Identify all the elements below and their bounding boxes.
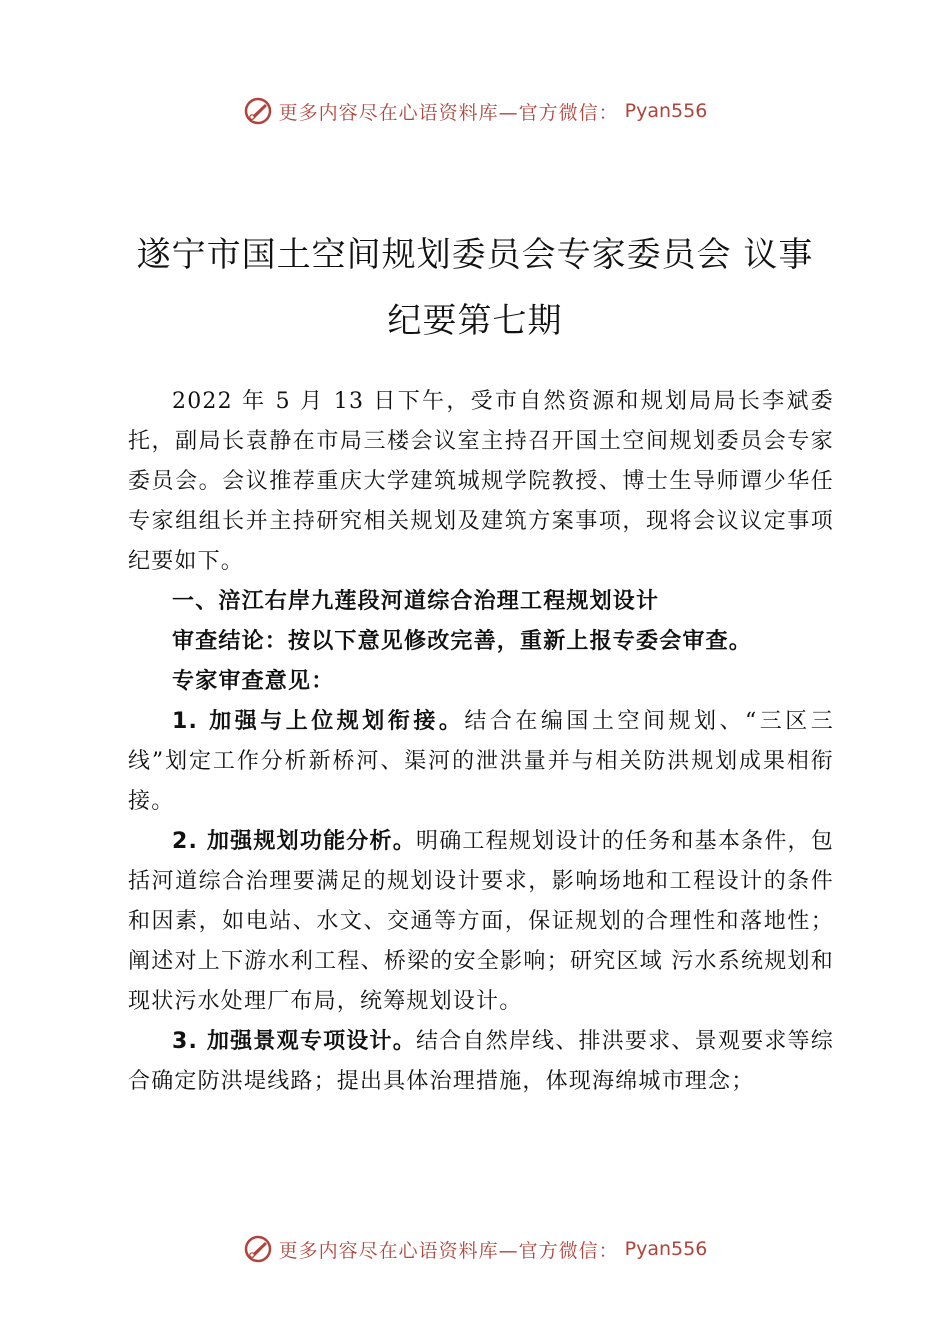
watermark-wechat-id: Pyan556 [624,100,708,122]
opinion-item-1-lead: 1. 加强与上位规划衔接。 [172,709,465,734]
title-line-2: 纪要第七期 [387,301,563,341]
watermark-wechat-id: Pyan556 [624,1238,708,1260]
opinion-item-1-text: 结合在编国土空间规划、“三区三线”划定工作分析新桥河、渠河的泄洪量并与相关防洪规划成果相衔接。 [128,709,834,814]
quill-seal-icon [243,1234,273,1264]
review-conclusion: 审查结论：按以下意见修改完善，重新上报专委会审查。 [172,629,753,654]
document-title [110,222,840,354]
opinion-item-2 [128,822,834,1022]
opinion-item-2-lead: 2. 加强规划功能分析。 [172,829,416,854]
document-body [128,382,834,1102]
section-1-heading: 一、涪江右岸九莲段河道综合治理工程规划设计 [172,589,660,614]
opinion-item-1 [128,702,834,822]
title-line-1: 遂宁市国土空间规划委员会专家委员会 议事 [136,235,814,275]
watermark-text: 更多内容尽在心语资料库—官方微信： [278,1239,619,1262]
watermark-header [0,96,950,126]
quill-seal-icon [243,96,273,126]
intro-paragraph: 2022 年 5 月 13 日下午，受市自然资源和规划局局长李斌委托，副局长袁静在市局三楼会议室主持召开国土空间规划委员会专家委员会。会议推荐重庆大学建筑城规学院教授、博士生导师谭少华任专家组组长并主持研究相关规划及建筑方案事项，现将会议议定事项纪要如下。 [128,389,834,574]
opinion-item-3-text: 结合自然岸线、排洪要求、景观要求等综合确定防洪堤线路；提出具体治理措施，体现海绵城市理念； [128,1029,834,1094]
opinion-item-2-text: 明确工程规划设计的任务和基本条件，包括河道综合治理要满足的规划设计要求，影响场地和工程设计的条件和因素，如电站、水文、交通等方面，保证规划的合理性和落地性；阐述对上下游水利工程、桥梁的安全影响；研究区域 污水系统规划和现状污水处理厂布局，统筹规划设计。 [128,829,834,1014]
opinion-item-3 [128,1022,834,1102]
expert-opinions-heading: 专家审查意见： [172,669,335,694]
watermark-footer [0,1234,950,1264]
watermark-text: 更多内容尽在心语资料库—官方微信： [278,101,619,124]
opinion-item-3-lead: 3. 加强景观专项设计。 [172,1029,416,1054]
